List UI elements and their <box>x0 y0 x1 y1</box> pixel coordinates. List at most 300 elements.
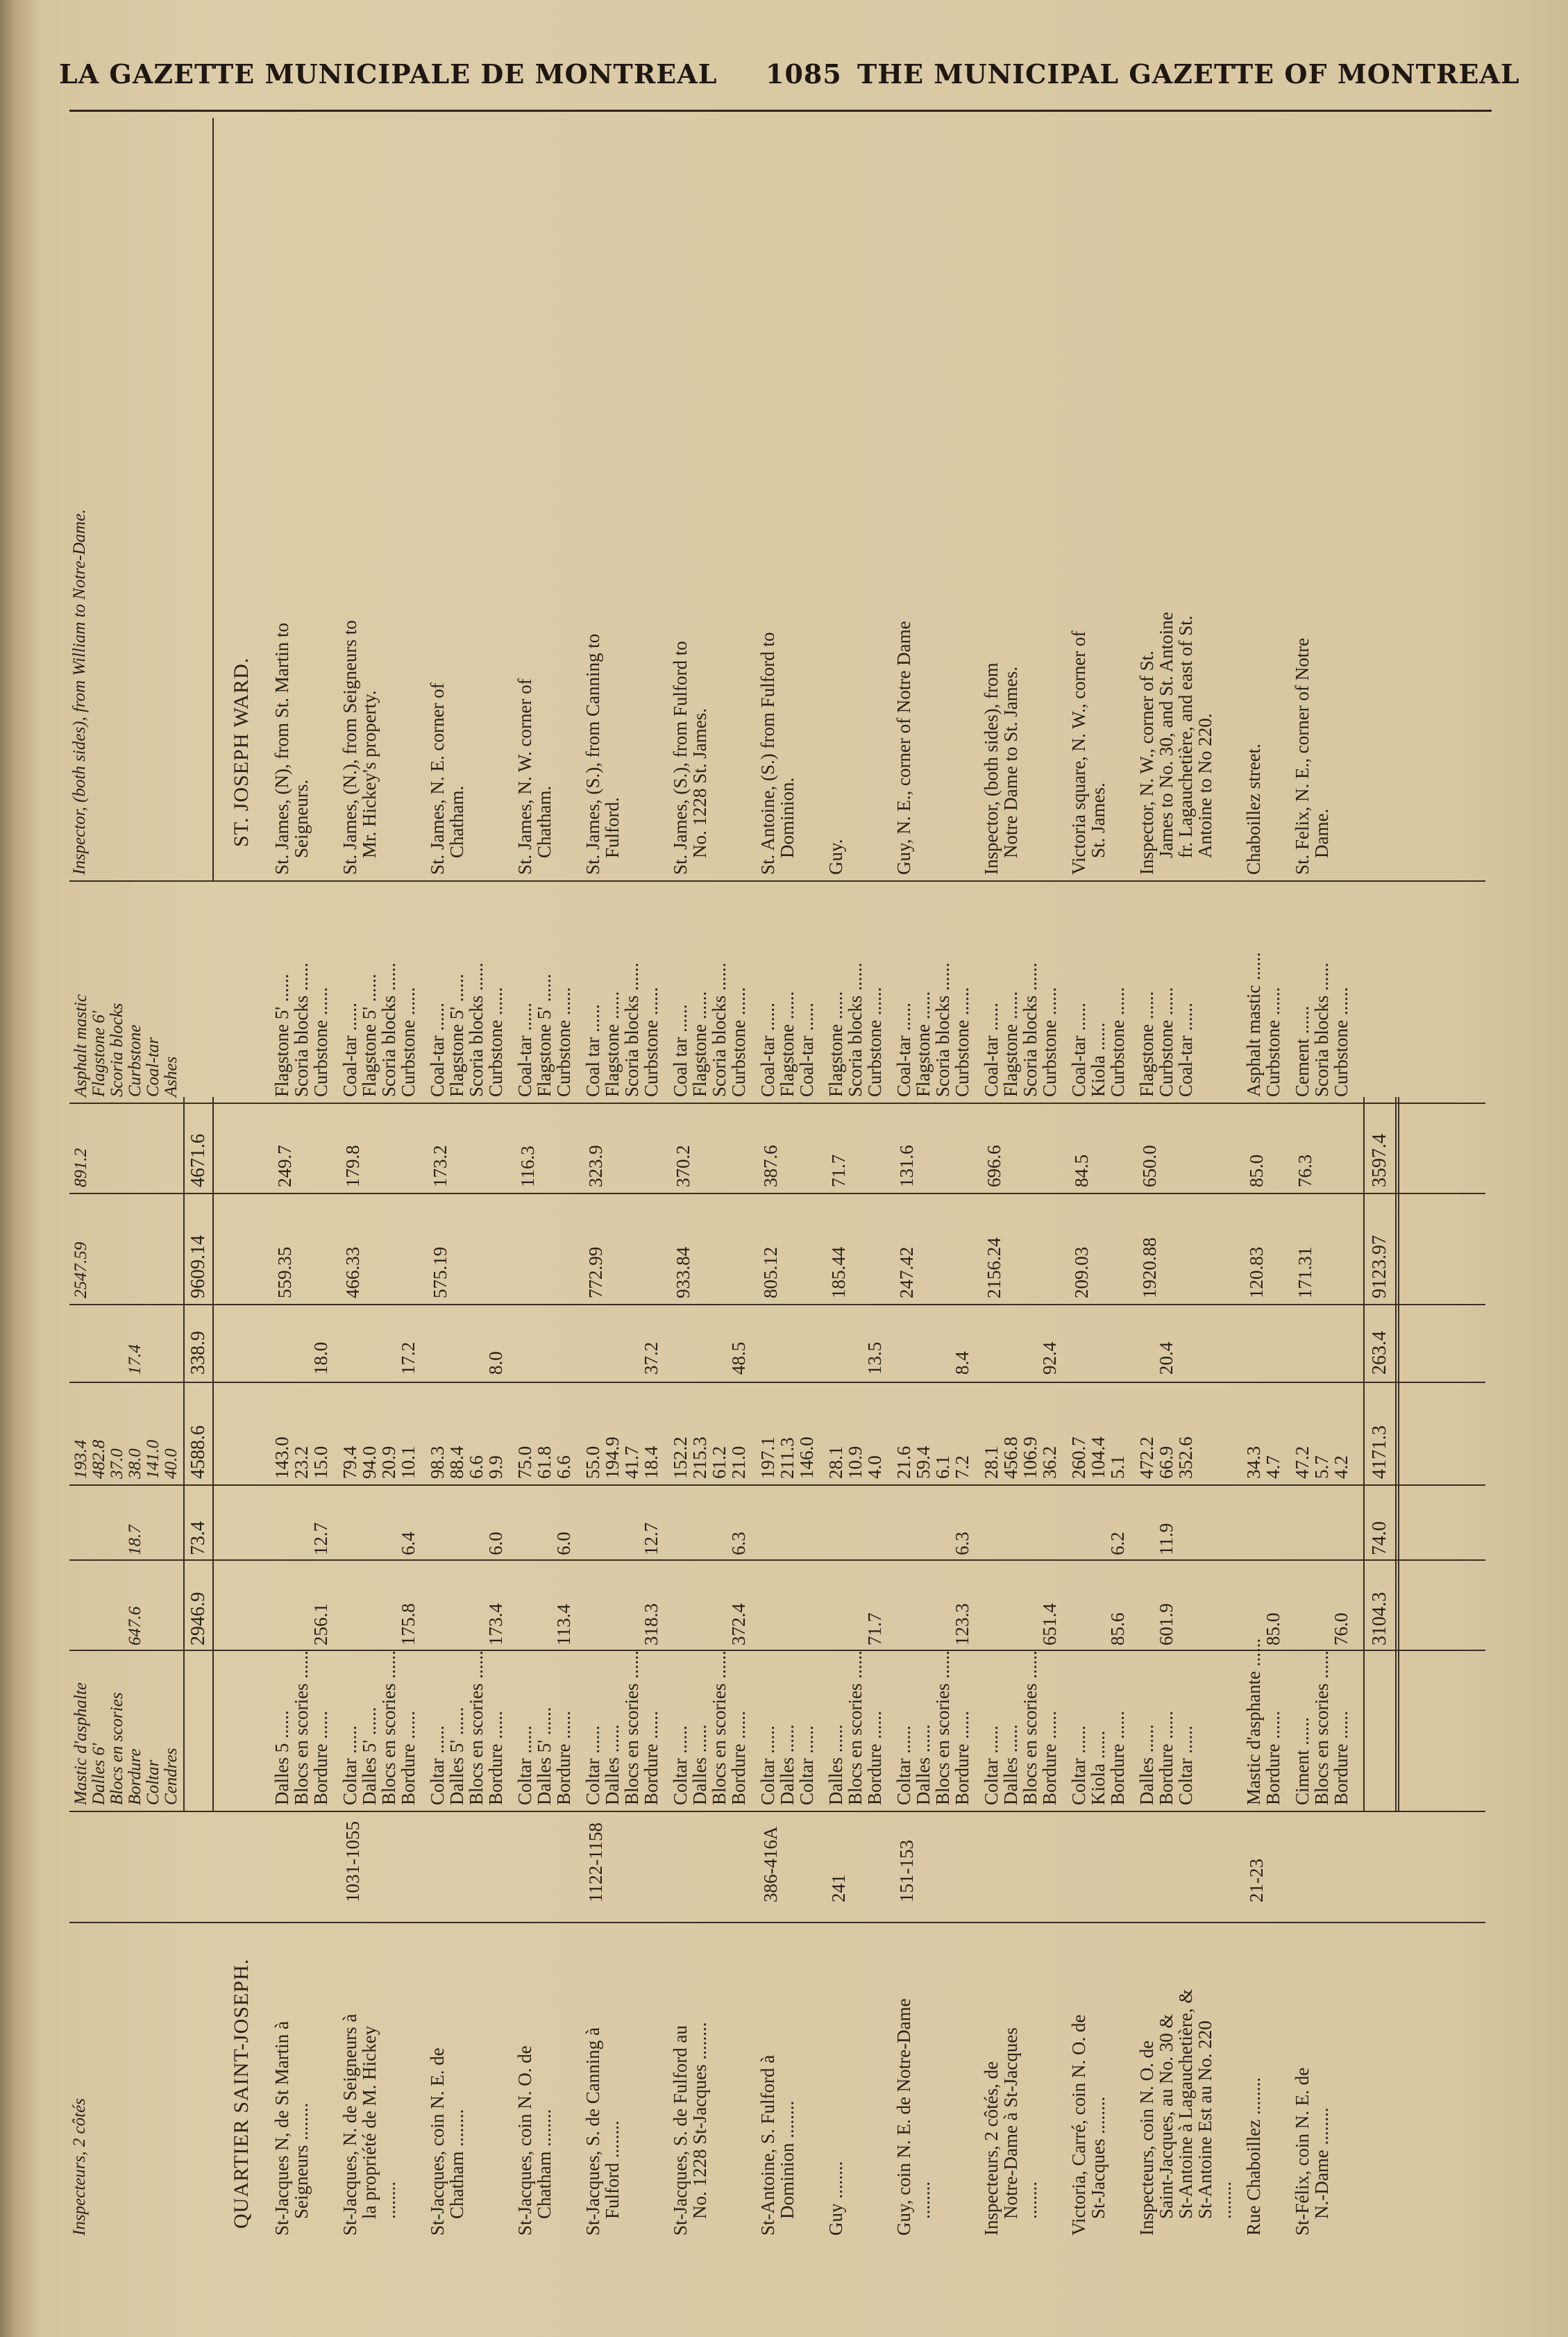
row-location-fr: N.-Dame ........ <box>1311 2107 1332 2219</box>
column-divider <box>69 1193 1485 1194</box>
row-col3: 211.3 <box>777 1437 798 1479</box>
row-col3: 66.9 <box>1156 1446 1177 1479</box>
grand-total: 74.0 <box>1369 1521 1390 1555</box>
row-location-en: St. James. <box>1088 782 1108 858</box>
row-material-fr: Blocs en scories ...... <box>845 1650 866 1805</box>
row-material-en: Scoria blocks ...... <box>1020 962 1040 1097</box>
column-divider <box>69 1103 1485 1104</box>
row-col1: 76.0 <box>1331 1612 1351 1645</box>
row-col5: 575.19 <box>430 1246 450 1298</box>
carryover-en-material: Coal-tar <box>144 1037 162 1097</box>
row-material-fr: Dalles 5' ...... <box>446 1707 467 1805</box>
row-col3: 5.1 <box>1107 1455 1128 1479</box>
row-location-en: Guy. <box>825 839 846 875</box>
row-col3: 6.6 <box>553 1455 574 1479</box>
row-material-en: Coal tar ...... <box>670 1004 691 1097</box>
row-material-en: Curbstone ...... <box>1156 987 1177 1097</box>
row-col3: 7.2 <box>952 1455 972 1479</box>
row-col1: 256.1 <box>310 1603 331 1645</box>
row-material-en: Flagstone ...... <box>913 991 934 1097</box>
row-location-fr: Victoria, Carré, coin N. O. de <box>1068 2014 1089 2236</box>
row-col2: 11.9 <box>1156 1523 1177 1555</box>
row-col3: 20.9 <box>378 1446 399 1479</box>
row-material-fr: Blocs en scories ...... <box>709 1650 730 1805</box>
row-material-en: Flagstone 5' ...... <box>271 973 292 1097</box>
rotated-table <box>69 111 1485 2250</box>
row-material-en: Kiola ...... <box>1088 1022 1108 1097</box>
carryover-fr-material: Coltar <box>144 1759 162 1805</box>
row-material-fr: Bordure ...... <box>485 1711 506 1805</box>
grand-total: 9123.97 <box>1369 1235 1390 1298</box>
row-col3: 456.8 <box>1000 1436 1021 1479</box>
row-location-fr: Guy ........ <box>825 2161 846 2236</box>
row-location-fr: St-Antoine Est au No. 220 <box>1195 2020 1215 2219</box>
row-material-en: Scoria blocks ...... <box>466 962 487 1097</box>
row-material-en: Coal-tar ...... <box>1068 1003 1089 1097</box>
row-col4: 8.4 <box>952 1351 972 1375</box>
column-divider <box>69 1811 1485 1812</box>
row-material-fr: Dalles 5' ...... <box>359 1707 380 1805</box>
carryover-col4: 17.4 <box>126 1344 144 1375</box>
row-civic-number: 151-153 <box>896 1840 917 1902</box>
row-material-en: Curbstone ...... <box>1263 987 1283 1097</box>
row-location-fr: St-Antoine à Lagauchetière, & <box>1175 1988 1196 2219</box>
row-material-en: Curbstone ...... <box>398 987 419 1097</box>
row-location-fr: Chatham ........ <box>446 2109 467 2219</box>
row-material-en: Curbstone ...... <box>1331 987 1351 1097</box>
row-material-en: Coal-tar ...... <box>1175 1003 1196 1097</box>
carryover-col3: 141.0 <box>144 1439 162 1479</box>
row-col3: 94.0 <box>359 1446 380 1479</box>
row-col3: 21.6 <box>893 1446 914 1479</box>
row-location-fr: Dominion ........ <box>777 2100 798 2219</box>
row-col3: 98.3 <box>427 1446 448 1479</box>
row-col6: 131.6 <box>896 1145 917 1187</box>
row-col3: 143.0 <box>271 1436 292 1479</box>
row-material-en: Scoria blocks ...... <box>845 962 866 1097</box>
row-material-fr: Dalles ...... <box>913 1724 934 1805</box>
row-col4: 48.5 <box>728 1341 749 1375</box>
row-location-en: St. Antoine, (S.) from Fulford to <box>757 632 778 875</box>
row-location-fr: Saint-Jacques, au No. 30 & <box>1156 2013 1177 2219</box>
carryover-col2: 18.7 <box>126 1525 144 1555</box>
row-location-fr: Seigneurs ........ <box>291 2102 312 2219</box>
row-col3: 28.1 <box>825 1446 846 1479</box>
row-civic-number: 1031-1055 <box>342 1821 363 1902</box>
row-material-en: Curbstone ...... <box>728 987 749 1097</box>
row-rule <box>212 118 214 882</box>
row-col3: 59.4 <box>913 1446 934 1479</box>
row-material-fr: Dalles ...... <box>1136 1724 1157 1805</box>
carryover-en-material: Flagstone 6' <box>90 1010 108 1097</box>
row-location-fr: ........ <box>378 2181 399 2219</box>
row-location-en: Fulford. <box>602 797 623 858</box>
row-material-fr: Dalles 5' ...... <box>534 1707 555 1805</box>
row-location-fr: St-Jacques, S. de Canning à <box>582 2027 603 2236</box>
row-material-fr: Dalles ...... <box>825 1724 846 1805</box>
row-material-en: Coal-tar ...... <box>796 1003 817 1097</box>
row-material-fr: Bordure ...... <box>864 1711 885 1805</box>
row-material-fr: Dalles ...... <box>602 1724 623 1805</box>
row-rule <box>1363 1097 1365 1812</box>
row-location-fr: St-Jacques, coin N. E. de <box>427 2047 448 2236</box>
row-col5: 1920.88 <box>1139 1237 1160 1298</box>
grand-total: 4171.3 <box>1369 1425 1390 1479</box>
row-col6: 696.6 <box>984 1145 1004 1187</box>
row-location-fr: St-Jacques N, de St Martin à <box>271 2021 292 2236</box>
carryover-fr-location: Inspecteurs, 2 côtés <box>70 2098 89 2236</box>
row-col3: 88.4 <box>446 1446 467 1479</box>
row-rule <box>1398 1097 1399 1812</box>
row-col6: 71.7 <box>828 1154 849 1187</box>
row-col2: 6.3 <box>952 1532 972 1555</box>
row-location-fr: Chatham ........ <box>534 2109 555 2219</box>
column-divider <box>69 1382 1485 1383</box>
row-material-fr: Blocs en scories ...... <box>1311 1650 1332 1805</box>
row-location-en: Inspector, N. W., corner of St. <box>1136 651 1157 875</box>
row-material-en: Curbstone ...... <box>641 987 661 1097</box>
carryover-fr-material: Mastic d'asphalte <box>71 1682 90 1805</box>
carryover-total: 338.9 <box>187 1331 209 1375</box>
row-material-fr: Ciment ...... <box>1292 1717 1313 1805</box>
row-col1: 123.3 <box>952 1603 972 1645</box>
row-col3: 5.7 <box>1311 1455 1332 1479</box>
row-col4: 8.0 <box>485 1351 506 1375</box>
row-col1: 71.7 <box>864 1612 885 1645</box>
row-material-en: Curbstone ...... <box>485 987 506 1097</box>
carryover-total: 4588.6 <box>187 1425 209 1479</box>
row-location-fr: Rue Chaboillez ........ <box>1243 2077 1264 2236</box>
row-col1: 651.4 <box>1039 1603 1060 1645</box>
row-col2: 12.7 <box>641 1522 661 1555</box>
row-material-en: Curbstone ...... <box>310 987 331 1097</box>
row-material-en: Coal tar ...... <box>582 1004 603 1097</box>
row-location-fr: St-Jacques, S. de Fulford au <box>670 2025 691 2236</box>
row-col4: 20.4 <box>1156 1341 1177 1375</box>
row-material-fr: Dalles ...... <box>777 1724 798 1805</box>
carryover-col3: 37.0 <box>108 1448 126 1479</box>
row-col5: 247.42 <box>896 1246 917 1298</box>
row-col6: 323.9 <box>585 1145 606 1187</box>
row-col5: 171.31 <box>1295 1246 1315 1298</box>
column-divider <box>69 1559 1485 1561</box>
row-location-fr: Inspecteurs, coin N. O. de <box>1136 2040 1157 2236</box>
carryover-total: 4671.6 <box>187 1134 209 1187</box>
row-col5: 120.83 <box>1246 1246 1267 1298</box>
row-col1: 601.9 <box>1156 1603 1177 1645</box>
column-divider <box>69 880 1485 882</box>
row-material-en: Asphalt mastic ...... <box>1243 952 1264 1097</box>
row-col6: 85.0 <box>1246 1154 1267 1187</box>
row-location-fr: ........ <box>913 2181 934 2219</box>
row-location-en: Notre Dame to St. James. <box>1000 667 1021 858</box>
row-material-en: Scoria blocks ...... <box>621 962 642 1097</box>
row-civic-number: 21-23 <box>1246 1859 1267 1902</box>
row-location-en: Victoria square, N. W., corner of <box>1068 630 1089 875</box>
row-col3: 21.0 <box>728 1446 749 1479</box>
row-col1: 85.0 <box>1263 1612 1283 1645</box>
column-divider <box>69 1922 1485 1923</box>
row-col6: 387.6 <box>760 1145 781 1187</box>
row-col6: 179.8 <box>342 1145 363 1187</box>
row-material-en: Curbstone ...... <box>864 987 885 1097</box>
row-material-fr: Coltar ...... <box>1175 1725 1196 1805</box>
row-material-en: Curbstone ...... <box>1107 987 1128 1097</box>
carryover-en-material: Asphalt mastic <box>71 994 90 1097</box>
row-location-en: Chaboillez street. <box>1243 744 1264 875</box>
carryover-en-material: Ashes <box>162 1056 180 1097</box>
row-material-fr: Bordure ...... <box>310 1711 331 1805</box>
row-col3: 61.2 <box>709 1446 730 1479</box>
row-material-en: Flagstone ...... <box>825 991 846 1097</box>
row-location-fr: Fulford ........ <box>602 2120 623 2219</box>
row-location-en: Seigneurs. <box>291 779 312 858</box>
row-location-en: Inspector, (both sides), from <box>981 662 1002 875</box>
row-col1: 175.8 <box>398 1603 419 1645</box>
row-col3: 23.2 <box>291 1446 312 1479</box>
row-col3: 197.1 <box>757 1436 778 1479</box>
row-col6: 249.7 <box>274 1145 295 1187</box>
carryover-col3: 40.0 <box>162 1448 180 1479</box>
row-col3: 9.9 <box>485 1455 506 1479</box>
row-col4: 18.0 <box>310 1341 331 1375</box>
row-col2: 6.0 <box>553 1532 574 1555</box>
row-col5: 2156.24 <box>984 1237 1004 1298</box>
row-col3: 215.3 <box>689 1436 710 1479</box>
row-location-fr: la propriété de M. Hickey <box>359 2025 380 2219</box>
row-col1: 113.4 <box>553 1604 574 1645</box>
row-col3: 41.7 <box>621 1446 642 1479</box>
row-col3: 106.9 <box>1020 1436 1040 1479</box>
row-location-en: St. Felix, N. E., corner of Notre <box>1292 637 1313 875</box>
row-location-fr: ........ <box>1214 2181 1235 2219</box>
english-title: THE MUNICIPAL GAZETTE OF MONTREAL <box>857 58 1520 90</box>
row-col3: 55.0 <box>582 1446 603 1479</box>
row-location-en: No. 1228 St. James. <box>689 708 710 858</box>
row-col3: 104.4 <box>1088 1436 1108 1479</box>
row-col3: 79.4 <box>339 1446 360 1479</box>
row-col1: 173.4 <box>485 1603 506 1645</box>
carryover-col3: 38.0 <box>126 1448 144 1479</box>
row-material-fr: Coltar ...... <box>1068 1725 1089 1805</box>
carryover-total: 2946.9 <box>187 1592 209 1645</box>
row-location-fr: St-Jacques, N. de Seigneurs à <box>339 2013 360 2236</box>
page-number: 1085 <box>766 58 842 90</box>
row-col3: 260.7 <box>1068 1436 1089 1479</box>
row-material-en: Curbstone ...... <box>1039 987 1060 1097</box>
row-col3: 146.0 <box>796 1436 817 1479</box>
row-material-fr: Bordure ...... <box>641 1711 661 1805</box>
row-col2: 12.7 <box>310 1522 331 1555</box>
row-col3: 34.3 <box>1243 1446 1264 1479</box>
row-material-fr: Blocs en scories ...... <box>291 1650 312 1805</box>
row-col3: 18.4 <box>641 1446 661 1479</box>
row-material-fr: Blocs en scories ...... <box>466 1650 487 1805</box>
row-col6: 650.0 <box>1139 1145 1160 1187</box>
row-material-en: Flagstone 5' ...... <box>534 973 555 1097</box>
ward-heading-en: ST. JOSEPH WARD. <box>230 657 253 847</box>
row-material-en: Flagstone ...... <box>602 991 623 1097</box>
row-material-en: Coal-tar ...... <box>893 1003 914 1097</box>
row-material-en: Scoria blocks ...... <box>932 962 953 1097</box>
carryover-col1: 647.6 <box>126 1606 144 1645</box>
row-col5: 772.99 <box>585 1246 606 1298</box>
column-divider <box>69 1650 1485 1651</box>
row-material-en: Coal-tar ...... <box>757 1003 778 1097</box>
row-col3: 6.6 <box>466 1455 487 1479</box>
row-material-fr: Coltar ...... <box>339 1725 360 1805</box>
row-col5: 933.84 <box>673 1246 693 1298</box>
row-location-en: Guy, N. E., corner of Notre Dame <box>893 621 914 875</box>
row-location-en: Mr. Hickey's property. <box>359 690 380 858</box>
row-location-fr: Inspecteurs, 2 côtés, de <box>981 2061 1002 2236</box>
row-col1: 85.6 <box>1107 1612 1128 1645</box>
row-material-en: Scoria blocks ...... <box>378 962 399 1097</box>
row-material-en: Cement ...... <box>1292 1005 1313 1097</box>
row-material-fr: Dalles 5 ...... <box>271 1710 292 1805</box>
row-location-en: Dominion. <box>777 777 798 858</box>
row-material-fr: Bordure ...... <box>728 1711 749 1805</box>
row-material-fr: Bordure ...... <box>1331 1711 1351 1805</box>
row-material-fr: Bordure ...... <box>1156 1711 1177 1805</box>
row-location-en: fr. Lagauchetière, and east of St. <box>1175 615 1196 858</box>
row-col2: 6.3 <box>728 1532 749 1555</box>
carryover-en-material: Curbstone <box>126 1024 144 1097</box>
carryover-total: 9609.14 <box>187 1235 209 1298</box>
row-location-en: Dame. <box>1311 808 1332 858</box>
carryover-fr-material: Bordure <box>126 1748 144 1805</box>
row-material-en: Flagstone ...... <box>777 991 798 1097</box>
carryover-col3: 482.8 <box>90 1439 108 1479</box>
row-civic-number: 386-416A <box>760 1826 781 1902</box>
row-col6: 370.2 <box>673 1145 693 1187</box>
row-location-fr: ........ <box>1020 2181 1040 2219</box>
row-col2: 6.2 <box>1107 1532 1128 1555</box>
row-location-fr: No. 1228 St-Jacques ........ <box>689 2022 710 2219</box>
row-material-fr: Coltar ...... <box>893 1725 914 1805</box>
carryover-en-material: Scoria blocks <box>108 1003 126 1097</box>
row-col1: 318.3 <box>641 1603 661 1645</box>
row-col5: 209.03 <box>1071 1246 1092 1298</box>
row-col4: 17.2 <box>398 1341 419 1375</box>
row-material-fr: Bordure ...... <box>952 1711 972 1805</box>
row-location-en: Antoine to No 220. <box>1195 713 1215 858</box>
row-col3: 10.9 <box>845 1446 866 1479</box>
row-material-fr: Bordure ...... <box>1263 1711 1283 1805</box>
row-material-en: Flagstone 5' ...... <box>359 973 380 1097</box>
row-col2: 6.0 <box>485 1532 506 1555</box>
row-col3: 4.0 <box>864 1455 885 1479</box>
row-material-fr: Blocs en scories ...... <box>621 1650 642 1805</box>
row-material-en: Curbstone ...... <box>952 987 972 1097</box>
row-material-en: Coal-tar ...... <box>514 1003 535 1097</box>
row-material-en: Scoria blocks ...... <box>291 962 312 1097</box>
row-rule <box>1395 1097 1397 1812</box>
row-col3: 61.8 <box>534 1446 555 1479</box>
row-material-en: Coal-tar ...... <box>427 1003 448 1097</box>
row-material-en: Flagstone ...... <box>689 991 710 1097</box>
row-location-en: James to No. 30, and St. Antoine <box>1156 612 1177 858</box>
row-location-en: Chatham. <box>534 785 555 858</box>
row-col6: 84.5 <box>1071 1154 1092 1187</box>
row-col5: 559.35 <box>274 1246 295 1298</box>
row-location-fr: St-Félix, coin N. E. de <box>1292 2067 1313 2236</box>
row-col4: 13.5 <box>864 1341 885 1375</box>
row-material-en: Flagstone ...... <box>1136 991 1157 1097</box>
column-divider <box>69 1484 1485 1486</box>
carryover-col3: 193.4 <box>71 1439 90 1479</box>
row-civic-number: 241 <box>828 1874 849 1902</box>
row-material-fr: Bordure ...... <box>1107 1711 1128 1805</box>
row-location-en: Chatham. <box>446 785 467 858</box>
row-material-fr: Blocs en scories ...... <box>1020 1650 1040 1805</box>
row-location-en: St. James, (N.), from Seigneurs to <box>339 620 360 875</box>
carryover-total: 73.4 <box>187 1521 209 1555</box>
row-material-fr: Coltar ...... <box>670 1725 691 1805</box>
row-col3: 47.2 <box>1292 1446 1313 1479</box>
column-divider <box>69 1304 1485 1305</box>
row-col3: 10.1 <box>398 1446 419 1479</box>
row-civic-number: 1122-1158 <box>585 1823 606 1902</box>
row-col5: 805.12 <box>760 1246 781 1298</box>
row-col2: 6.4 <box>398 1532 419 1555</box>
row-col3: 75.0 <box>514 1446 535 1479</box>
carryover-fr-material: Blocs en scories <box>108 1692 126 1805</box>
row-location-en: St. James, N. W. corner of <box>514 678 535 875</box>
row-material-fr: Bordure ...... <box>1039 1711 1060 1805</box>
row-material-fr: Coltar ...... <box>981 1725 1002 1805</box>
row-material-fr: Blocs en scories ...... <box>378 1650 399 1805</box>
ward-heading-fr: QUARTIER SAINT-JOSEPH. <box>230 1958 253 2229</box>
row-material-fr: Mastic d'asphante ...... <box>1243 1638 1264 1805</box>
french-title: LA GAZETTE MUNICIPALE DE MONTREAL <box>59 58 718 90</box>
row-col5: 466.33 <box>342 1246 363 1298</box>
row-material-en: Coal-tar ...... <box>339 1003 360 1097</box>
row-col3: 36.2 <box>1039 1446 1060 1479</box>
grand-total: 3597.4 <box>1369 1134 1390 1187</box>
row-material-fr: Bordure ...... <box>553 1711 574 1805</box>
row-material-fr: Blocs en scories ...... <box>932 1650 953 1805</box>
row-col3: 6.1 <box>932 1455 953 1479</box>
row-col4: 37.2 <box>641 1341 661 1375</box>
row-col1: 372.4 <box>728 1603 749 1645</box>
row-col3: 4.7 <box>1263 1455 1283 1479</box>
row-location-en: St. James, (S.), from Canning to <box>582 633 603 875</box>
grand-total: 3104.3 <box>1369 1592 1390 1645</box>
grand-total: 263.4 <box>1369 1331 1390 1375</box>
page-header <box>59 53 1524 94</box>
row-material-en: Scoria blocks ...... <box>709 962 730 1097</box>
row-location-en: St. James, N. E. corner of <box>427 682 448 875</box>
row-material-en: Flagstone ...... <box>1000 991 1021 1097</box>
row-col3: 352.6 <box>1175 1436 1196 1479</box>
row-col3: 4.2 <box>1331 1455 1351 1479</box>
row-material-en: Scoria blocks ...... <box>1311 962 1332 1097</box>
row-location-fr: St-Jacques ........ <box>1088 2096 1108 2219</box>
row-location-en: St. James, (N), from St. Martin to <box>271 623 292 875</box>
row-col5: 185.44 <box>828 1246 849 1298</box>
row-material-en: Flagstone 5' ...... <box>446 973 467 1097</box>
row-material-fr: Dalles ...... <box>1000 1724 1021 1805</box>
row-material-fr: Coltar ...... <box>582 1725 603 1805</box>
row-rule <box>183 1097 185 1812</box>
row-col3: 28.1 <box>981 1446 1002 1479</box>
row-col6: 76.3 <box>1295 1154 1315 1187</box>
row-material-fr: Coltar ...... <box>514 1725 535 1805</box>
row-material-en: Curbstone ...... <box>553 987 574 1097</box>
row-material-fr: Coltar ...... <box>757 1725 778 1805</box>
row-material-en: Coal-tar ...... <box>981 1003 1002 1097</box>
